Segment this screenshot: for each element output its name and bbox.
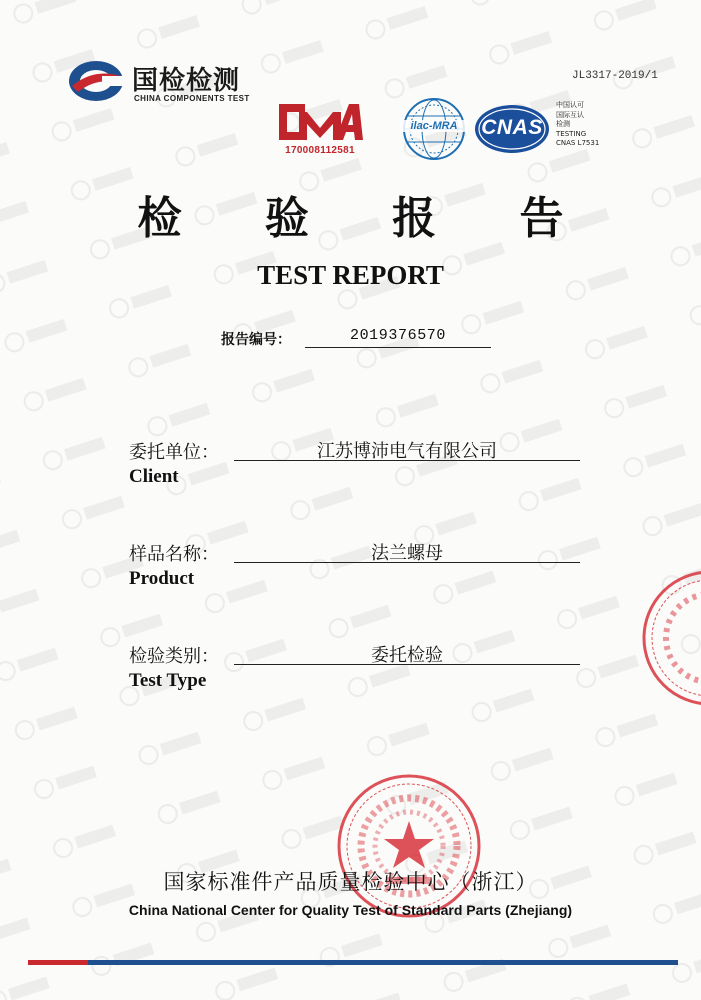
cnas-mark: [474, 104, 550, 154]
footer-bar-red: [28, 960, 88, 965]
product-value: 法兰螺母: [234, 539, 580, 563]
report-number-value: 2019376570: [305, 327, 491, 348]
cnas-side-line: 国际互认: [556, 110, 584, 119]
test-type-label-en: Test Type: [129, 670, 207, 691]
ilac-mra-mark: [400, 96, 468, 162]
client-value: 江苏博沛电气有限公司: [234, 437, 580, 461]
cnas-side-text: [556, 101, 626, 149]
product-label-en: Product: [129, 568, 195, 589]
title-cn: 检 验 报 告: [137, 193, 598, 244]
cma-number: 170008112581: [285, 145, 355, 156]
client-label-cn: 委托单位：: [129, 442, 219, 463]
footer-bar-blue: [88, 960, 678, 965]
organization-name-en: China National Center for Quality Test of Standard Parts (Zhejiang): [128, 902, 573, 918]
product-label-cn: 样品名称：: [129, 544, 219, 565]
client-field: [129, 438, 589, 498]
seal-star-icon: [384, 821, 434, 868]
client-label-en: Client: [129, 466, 179, 487]
cma-mark: [275, 98, 365, 160]
test-type-value: 委托检验: [234, 641, 580, 665]
footer-bar: [28, 960, 678, 965]
cnas-side-line: CNAS L7531: [556, 139, 600, 147]
title-en: TEST REPORT: [257, 260, 444, 290]
logo-text-cn: 国检检测: [132, 66, 241, 96]
cma-logo-icon: [275, 98, 365, 146]
ilac-text: ilac-MRA: [400, 120, 468, 132]
official-seal-edge: [640, 568, 701, 708]
cnas-side-line: 检测: [556, 120, 570, 128]
product-field: [129, 540, 589, 600]
logo-text-en: CHINA COMPONENTS TEST: [134, 94, 250, 103]
cnas-side-line: 中国认可: [556, 101, 584, 109]
logo-mark-icon: [66, 56, 128, 106]
company-logo: [66, 56, 266, 106]
report-number-label: 报告编号：: [221, 332, 291, 348]
cnas-side-line: TESTING: [556, 129, 587, 138]
organization-name-cn: 国家标准件产品质量检验中心（浙江）: [163, 870, 538, 894]
test-type-field: [129, 642, 589, 702]
test-type-label-cn: 检验类别：: [129, 646, 219, 667]
form-code: JL3317-2019/1: [572, 70, 658, 82]
official-seal: [336, 773, 482, 919]
cnas-text: CNAS: [481, 116, 543, 139]
